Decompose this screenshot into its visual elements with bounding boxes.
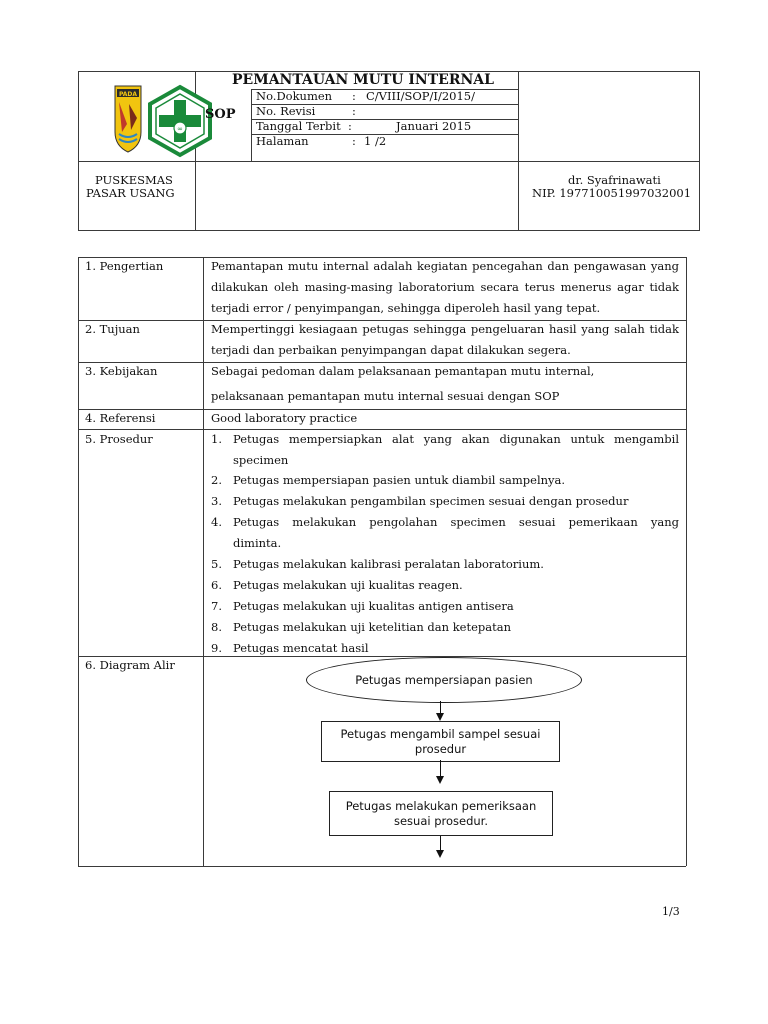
field-sep-halaman: : bbox=[352, 134, 356, 148]
signer-nip: NIP. 197710051997032001 bbox=[532, 186, 692, 200]
flow-arrow bbox=[440, 760, 441, 776]
step-text: Petugas mencatat hasil bbox=[233, 641, 369, 655]
step-text: Petugas melakukan pengolahan specimen sesuai pemerikaan yang bbox=[233, 515, 679, 529]
regional-logo bbox=[113, 84, 143, 154]
step-text: Petugas mempersiapan pasien untuk diambil sampelnya. bbox=[233, 473, 566, 487]
kebijakan-line: pelaksanaan pemantapan mutu internal sesuai dengan SOP bbox=[211, 389, 560, 403]
field-value-halaman: 1 /2 bbox=[364, 134, 387, 148]
logo-text: PADA bbox=[118, 91, 138, 98]
step-number: 1. bbox=[211, 432, 222, 446]
step-text-cont: specimen bbox=[233, 453, 289, 467]
step-text-cont: diminta. bbox=[233, 536, 282, 550]
flow-arrow bbox=[440, 701, 441, 713]
label-tujuan: 2. Tujuan bbox=[85, 322, 140, 336]
flow-arrow-head bbox=[436, 776, 444, 784]
step-number: 9. bbox=[211, 641, 222, 655]
step-number: 7. bbox=[211, 599, 222, 613]
flow-arrow bbox=[440, 836, 441, 850]
svg-text:∞: ∞ bbox=[177, 125, 183, 133]
flow-node-step bbox=[329, 791, 553, 836]
org-name-line1: PUSKESMAS bbox=[95, 173, 173, 187]
field-sep-revisi: : bbox=[352, 104, 356, 118]
flow-arrow-head bbox=[436, 713, 444, 721]
flow-arrow-head bbox=[436, 850, 444, 858]
flow-node-start bbox=[306, 657, 582, 703]
step-number: 8. bbox=[211, 620, 222, 634]
referensi-content: Good laboratory practice bbox=[211, 411, 358, 425]
step-number: 4. bbox=[211, 515, 222, 529]
step-number: 2. bbox=[211, 473, 222, 487]
org-name-line2: PASAR USANG bbox=[86, 186, 175, 200]
field-value-dokumen: C/VIII/SOP/I/2015/ bbox=[366, 89, 475, 103]
flow-node-text: sesuai prosedur. bbox=[393, 813, 489, 828]
label-referensi: 4. Referensi bbox=[85, 411, 156, 425]
label-pengertian: 1. Pengertian bbox=[85, 259, 164, 273]
page-number: 1/3 bbox=[662, 905, 680, 918]
flow-node-text: Petugas melakukan pemeriksaan bbox=[345, 798, 537, 813]
step-text: Petugas melakukan uji ketelitian dan ketepatan bbox=[233, 620, 511, 634]
tujuan-line: Mempertinggi kesiagaan petugas sehingga pengeluaran hasil yang salah tidak bbox=[211, 322, 679, 336]
step-number: 3. bbox=[211, 494, 222, 508]
field-label-revisi: No. Revisi bbox=[256, 104, 316, 118]
field-value-tanggal: Januari 2015 bbox=[396, 119, 472, 133]
sop-label: SOP bbox=[205, 107, 236, 122]
tujuan-line: terjadi dan perbaikan penyimpangan dapat dilakukan segera. bbox=[211, 343, 571, 357]
pengertian-line: Pemantapan mutu internal adalah kegiatan pencegahan dan pengawasan yang bbox=[211, 259, 679, 273]
step-number: 6. bbox=[211, 578, 222, 592]
step-number: 5. bbox=[211, 557, 222, 571]
flow-node-step bbox=[321, 721, 560, 762]
signer-name: dr. Syafrinawati bbox=[568, 173, 661, 187]
step-text: Petugas melakukan pengambilan specimen sesuai dengan prosedur bbox=[233, 494, 629, 508]
label-kebijakan: 3. Kebijakan bbox=[85, 364, 158, 378]
label-prosedur: 5. Prosedur bbox=[85, 432, 153, 446]
step-text: Petugas melakukan uji kualitas antigen antisera bbox=[233, 599, 514, 613]
field-sep-dokumen: : bbox=[352, 89, 356, 103]
flow-node-text: prosedur bbox=[414, 741, 467, 756]
pengertian-line: dilakukan oleh masing-masing laboratorium secara terus menerus agar tidak bbox=[211, 280, 679, 294]
field-label-dokumen: No.Dokumen bbox=[256, 89, 333, 103]
kebijakan-line: Sebagai pedoman dalam pelaksanaan pemantapan mutu internal, bbox=[211, 364, 595, 378]
step-text: Petugas melakukan kalibrasi peralatan laboratorium. bbox=[233, 557, 544, 571]
document-title: PEMANTAUAN MUTU INTERNAL bbox=[232, 72, 494, 88]
step-text: Petugas melakukan uji kualitas reagen. bbox=[233, 578, 463, 592]
field-label-tanggal: Tanggal Terbit bbox=[256, 119, 341, 133]
label-diagram-alir: 6. Diagram Alir bbox=[85, 658, 175, 672]
field-label-halaman: Halaman bbox=[256, 134, 309, 148]
flow-node-text: Petugas mempersiapan pasien bbox=[355, 672, 533, 687]
pengertian-line: terjadi error / penyimpangan, sehingga diperoleh hasil yang tepat. bbox=[211, 301, 601, 315]
step-text: Petugas mempersiapkan alat yang akan digunakan untuk mengambil bbox=[233, 432, 679, 446]
flow-node-text: Petugas mengambil sampel sesuai bbox=[340, 726, 541, 741]
field-sep-tanggal: : bbox=[348, 119, 352, 133]
